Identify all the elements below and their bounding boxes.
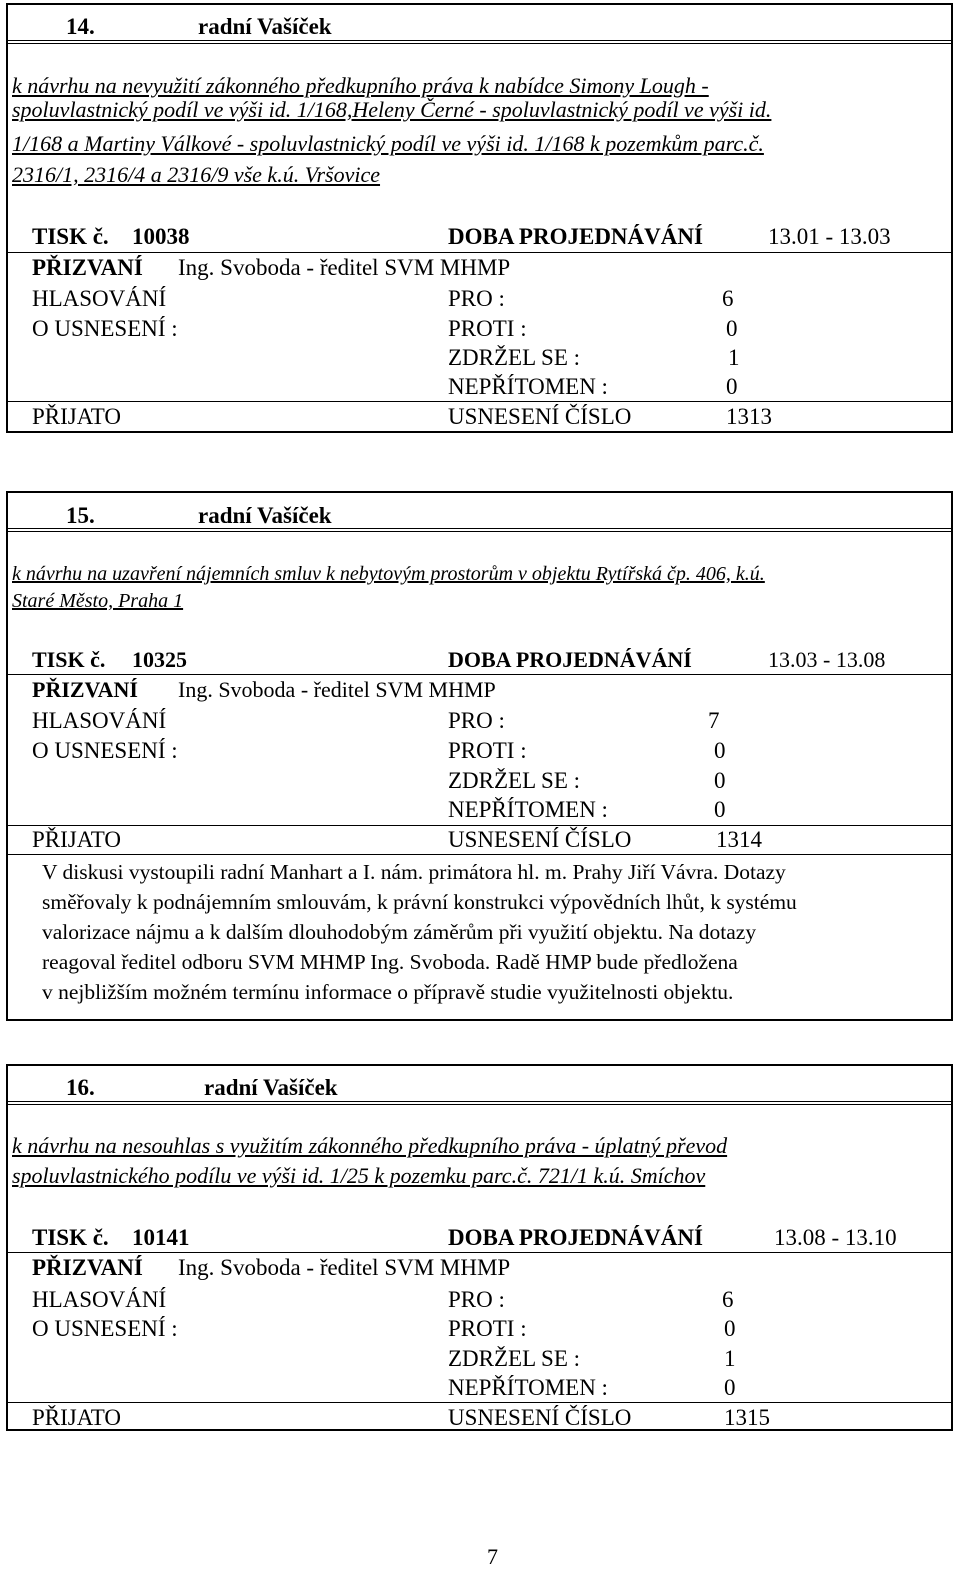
divider (8, 1402, 951, 1403)
zdrzel-value: 1 (724, 1346, 736, 1371)
zdrzel-value: 0 (714, 768, 726, 793)
divider (8, 1252, 951, 1253)
o-usneseni-label: O USNESENÍ : (32, 738, 178, 763)
item-subject-line: k návrhu na nevyužití zákonného předkupního práva k nabídce Simony Lough - (12, 73, 709, 98)
usneseni-label: USNESENÍ ČÍSLO (448, 827, 632, 852)
pro-label: PRO : (448, 708, 505, 733)
nepritomen-label: NEPŘÍTOMEN : (448, 1375, 608, 1400)
pro-label: PRO : (448, 286, 505, 311)
nepritomen-label: NEPŘÍTOMEN : (448, 797, 608, 822)
doba-label: DOBA PROJEDNÁVÁNÍ (448, 647, 692, 672)
pro-label: PRO : (448, 1287, 505, 1312)
nepritomen-value: 0 (726, 374, 738, 399)
tisk-number: 10038 (132, 224, 190, 249)
hlasovani-label: HLASOVÁNÍ (32, 286, 167, 311)
tisk-number: 10325 (132, 647, 187, 672)
item-subject-line: 1/168 a Martiny Válkové - spoluvlastnický podíl ve výši id. 1/168 k pozemkům parc.č. (12, 131, 764, 156)
o-usneseni-label: O USNESENÍ : (32, 1316, 178, 1341)
discussion-line: směřovaly k podnájemním smlouvám, k právní konstrukci výpovědních lhůt, k systému (42, 890, 797, 914)
tisk-label: TISK č. (32, 224, 109, 249)
item-number: 14. (66, 14, 95, 39)
item-subject-line: Staré Město, Praha 1 (12, 590, 184, 612)
usneseni-label: USNESENÍ ČÍSLO (448, 404, 632, 429)
doba-value: 13.08 - 13.10 (774, 1225, 897, 1250)
discussion-line: v nejbližším možném termínu informace o přípravě studie využitelnosti objektu. (42, 980, 734, 1004)
item-number: 16. (66, 1075, 95, 1100)
prizvani-label: PŘIZVANÍ (32, 677, 138, 702)
discussion-line: reagoval ředitel odboru SVM MHMP Ing. Svoboda. Radě HMP bude předložena (42, 950, 738, 974)
divider (8, 401, 951, 402)
nepritomen-label: NEPŘÍTOMEN : (448, 374, 608, 399)
proti-label: PROTI : (448, 316, 527, 341)
discussion-note (42, 857, 942, 1007)
divider (8, 674, 951, 675)
doba-label: DOBA PROJEDNÁVÁNÍ (448, 224, 703, 249)
item-subject-line: 2316/1, 2316/4 a 2316/9 vše k.ú. Vršovice (12, 162, 381, 187)
item-councillor: radní Vašíček (198, 503, 332, 528)
item-header (8, 493, 951, 529)
proti-value: 0 (726, 316, 738, 341)
item-councillor: radní Vašíček (204, 1075, 338, 1100)
usneseni-number: 1313 (726, 404, 772, 429)
prizvani-value: Ing. Svoboda - ředitel SVM MHMP (178, 677, 496, 702)
doba-value: 13.01 - 13.03 (768, 224, 891, 249)
item-subject-line: spoluvlastnický podíl ve výši id. 1/168,Heleny Černé - spoluvlastnický podíl ve výši id. (12, 97, 772, 122)
pro-value: 6 (722, 1287, 734, 1312)
pro-value: 7 (708, 708, 720, 733)
result-label: PŘIJATO (32, 1405, 122, 1430)
item-councillor: radní Vašíček (198, 14, 332, 39)
item-header (8, 5, 951, 41)
item-subject-line: k návrhu na uzavření nájemních smluv k nebytovým prostorům v objektu Rytířská čp. 406, k.ú. (12, 563, 765, 585)
agenda-item-14 (6, 3, 953, 433)
divider (8, 854, 951, 855)
prizvani-label: PŘIZVANÍ (32, 255, 143, 280)
zdrzel-label: ZDRŽEL SE : (448, 345, 581, 370)
tisk-number: 10141 (132, 1225, 190, 1250)
discussion-line: valorizace nájmu a k dalším dlouhodobým záměrům při využití objektu. Na dotazy (42, 920, 757, 944)
zdrzel-label: ZDRŽEL SE : (448, 768, 581, 793)
tisk-label: TISK č. (32, 1225, 109, 1250)
usneseni-number: 1314 (716, 827, 762, 852)
usneseni-label: USNESENÍ ČÍSLO (448, 1405, 632, 1430)
nepritomen-value: 0 (714, 797, 726, 822)
tisk-label: TISK č. (32, 647, 106, 672)
hlasovani-label: HLASOVÁNÍ (32, 1287, 167, 1312)
divider (8, 825, 951, 826)
proti-value: 0 (714, 738, 726, 763)
pro-value: 6 (722, 286, 734, 311)
item-subject-line: k návrhu na nesouhlas s využitím zákonného předkupního práva - úplatný převod (12, 1133, 728, 1158)
page-number: 7 (487, 1544, 498, 1569)
usneseni-number: 1315 (724, 1405, 770, 1430)
hlasovani-label: HLASOVÁNÍ (32, 708, 167, 733)
divider (8, 252, 951, 253)
discussion-line: V diskusi vystoupili radní Manhart a I. nám. primátora hl. m. Prahy Jiří Vávra. Dotazy (42, 860, 786, 884)
proti-value: 0 (724, 1316, 736, 1341)
prizvani-label: PŘIZVANÍ (32, 1255, 143, 1280)
item-header (8, 1066, 951, 1102)
agenda-item-16 (6, 1064, 953, 1431)
result-label: PŘIJATO (32, 827, 122, 852)
item-subject-line: spoluvlastnického podílu ve výši id. 1/25 k pozemku parc.č. 721/1 k.ú. Smíchov (12, 1163, 706, 1188)
proti-label: PROTI : (448, 1316, 527, 1341)
nepritomen-value: 0 (724, 1375, 736, 1400)
proti-label: PROTI : (448, 738, 527, 763)
zdrzel-value: 1 (728, 345, 740, 370)
zdrzel-label: ZDRŽEL SE : (448, 1346, 581, 1371)
item-number: 15. (66, 503, 95, 528)
prizvani-value: Ing. Svoboda - ředitel SVM MHMP (178, 1255, 511, 1280)
result-label: PŘIJATO (32, 404, 122, 429)
doba-value: 13.03 - 13.08 (768, 647, 886, 672)
agenda-item-15 (6, 491, 953, 1021)
prizvani-value: Ing. Svoboda - ředitel SVM MHMP (178, 255, 511, 280)
doba-label: DOBA PROJEDNÁVÁNÍ (448, 1225, 703, 1250)
o-usneseni-label: O USNESENÍ : (32, 316, 178, 341)
